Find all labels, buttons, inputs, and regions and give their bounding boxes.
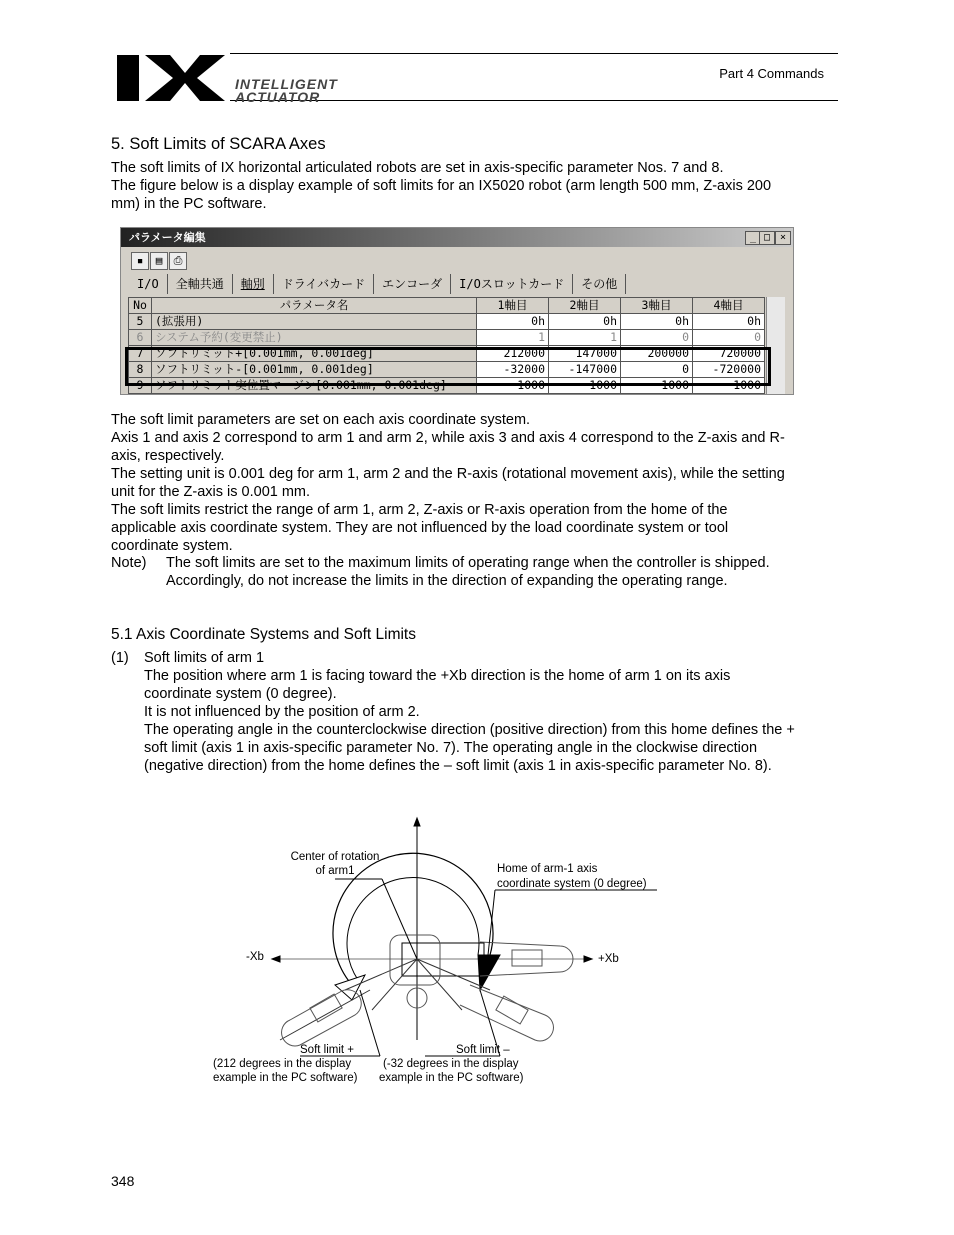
cell: システム予約(変更禁止): [152, 330, 477, 346]
cell[interactable]: 1000: [477, 378, 549, 394]
item-line: The position where arm 1 is facing toward the +Xb direction is the home of arm 1 on its axis: [144, 668, 731, 684]
cell[interactable]: 1: [477, 330, 549, 346]
cell: 6: [129, 330, 152, 346]
cell[interactable]: 1000: [621, 378, 693, 394]
cell[interactable]: 1000: [693, 378, 765, 394]
item-title: Soft limits of arm 1: [144, 650, 265, 666]
home-label-1: Home of arm-1 axis: [497, 863, 598, 875]
body-line: unit for the Z-axis is 0.001 mm.: [111, 484, 311, 500]
tab-encoder[interactable]: エンコーダ: [374, 274, 451, 294]
page-number: 348: [111, 1173, 135, 1189]
tab-per-axis[interactable]: 軸別: [233, 274, 274, 294]
cell[interactable]: -147000: [549, 362, 621, 378]
plus-xb-label: +Xb: [598, 953, 619, 965]
cell[interactable]: 0: [621, 362, 693, 378]
cell: 7: [129, 346, 152, 362]
body-line: The soft limit parameters are set on each axis coordinate system.: [111, 412, 531, 428]
body-line: applicable axis coordinate system. They are not influenced by the load coordinate system or tool: [111, 520, 729, 536]
tab-io-slot-card[interactable]: I/Oスロットカード: [451, 274, 573, 294]
soft-plus-detail: (212 degrees in the display: [213, 1058, 352, 1070]
col-axis2: 2軸目: [549, 298, 621, 314]
tab-driver-card[interactable]: ドライバカード: [274, 274, 374, 294]
cell[interactable]: 1: [549, 330, 621, 346]
item-number: (1): [111, 650, 129, 666]
col-axis1: 1軸目: [477, 298, 549, 314]
soft-minus-detail: (-32 degrees in the display: [383, 1058, 519, 1070]
cell[interactable]: 1000: [549, 378, 621, 394]
intro-line: The figure below is a display example of soft limits for an IX5020 robot (arm length 500 mm, Z-axis 200: [111, 178, 772, 194]
maximize-button[interactable]: □: [759, 231, 775, 245]
minimize-button[interactable]: _: [745, 231, 761, 245]
body-line: axis, respectively.: [111, 448, 225, 464]
center-label-1: Center of rotation: [290, 851, 380, 863]
soft-minus-label: Soft limit –: [456, 1044, 510, 1056]
soft-plus-label: Soft limit +: [300, 1044, 355, 1056]
cell[interactable]: 720000: [693, 346, 765, 362]
body-line: The soft limits restrict the range of arm 1, arm 2, Z-axis or R-axis operation from the home of the: [111, 502, 728, 518]
cell: (拡張用): [152, 314, 477, 330]
body-line: coordinate system.: [111, 538, 233, 554]
cell[interactable]: 0h: [693, 314, 765, 330]
center-label-2: of arm1: [315, 865, 355, 877]
note-line: Accordingly, do not increase the limits in the direction of expanding the operating range.: [166, 573, 728, 589]
save-icon[interactable]: ▪: [131, 252, 149, 270]
body-line: The setting unit is 0.001 deg for arm 1, arm 2 and the R-axis (rotational movement axis), while the setting: [111, 466, 785, 482]
section-heading: 5. Soft Limits of SCARA Axes: [111, 135, 326, 153]
soft-plus-detail: example in the PC software): [213, 1072, 358, 1084]
window-title: パラメータ編集: [121, 228, 793, 247]
cell: ソフトリミット実位置マージン[0.001mm, 0.001deg]: [152, 378, 477, 394]
tab-other[interactable]: その他: [573, 274, 626, 294]
cell[interactable]: 0h: [549, 314, 621, 330]
cell: 9: [129, 378, 152, 394]
close-button[interactable]: ×: [775, 231, 791, 245]
intro-line: The soft limits of IX horizontal articulated robots are set in axis-specific parameter Nos. 7 and 8.: [111, 160, 724, 176]
tab-all-axes[interactable]: 全軸共通: [168, 274, 233, 294]
intro-line: mm) in the PC software.: [111, 196, 267, 212]
cell[interactable]: 212000: [477, 346, 549, 362]
col-axis4: 4軸目: [693, 298, 765, 314]
cell: ソフトリミット+[0.001mm, 0.001deg]: [152, 346, 477, 362]
part-label: Part 4 Commands: [719, 66, 824, 81]
cell[interactable]: 0h: [477, 314, 549, 330]
cell[interactable]: 0: [621, 330, 693, 346]
item-line: The operating angle in the counterclockwise direction (positive direction) from this home defines the +: [144, 722, 795, 738]
cell: 8: [129, 362, 152, 378]
col-no: No: [129, 298, 152, 314]
cell[interactable]: 0: [693, 330, 765, 346]
svg-text:ACTUATOR: ACTUATOR: [235, 89, 321, 103]
col-axis3: 3軸目: [621, 298, 693, 314]
cell[interactable]: -32000: [477, 362, 549, 378]
cell[interactable]: -720000: [693, 362, 765, 378]
print-icon[interactable]: ⎙: [169, 252, 187, 270]
soft-minus-detail: example in the PC software): [379, 1072, 524, 1084]
cell: ソフトリミット-[0.001mm, 0.001deg]: [152, 362, 477, 378]
note-line: The soft limits are set to the maximum limits of operating range when the controller is shipped.: [166, 555, 770, 571]
minus-direction-arrowhead: [478, 955, 500, 990]
cell[interactable]: 0h: [621, 314, 693, 330]
item-line: It is not influenced by the position of arm 2.: [144, 704, 420, 720]
minus-xb-label: -Xb: [246, 951, 264, 963]
note-label: Note): [111, 555, 147, 571]
body-line: Axis 1 and axis 2 correspond to arm 1 and arm 2, while axis 3 and axis 4 correspond to the Z-axis and R-: [111, 430, 785, 446]
item-line: (negative direction) from the home defines the – soft limit (axis 1 in axis-specific parameter No. 8).: [144, 758, 772, 774]
cell: 5: [129, 314, 152, 330]
cell[interactable]: 200000: [621, 346, 693, 362]
cell[interactable]: 147000: [549, 346, 621, 362]
subsection-heading: 5.1 Axis Coordinate Systems and Soft Limits: [111, 626, 416, 643]
col-name: パラメータ名: [152, 298, 477, 314]
tab-io[interactable]: I/O: [129, 274, 168, 294]
item-line: soft limit (axis 1 in axis-specific parameter No. 7). The operating angle in the clockwise direction: [144, 740, 758, 756]
load-icon[interactable]: ▤: [150, 252, 168, 270]
item-line: coordinate system (0 degree).: [144, 686, 337, 702]
home-label-2: coordinate system (0 degree): [497, 878, 647, 890]
svg-text:INTELLIGENT: INTELLIGENT: [235, 76, 338, 92]
